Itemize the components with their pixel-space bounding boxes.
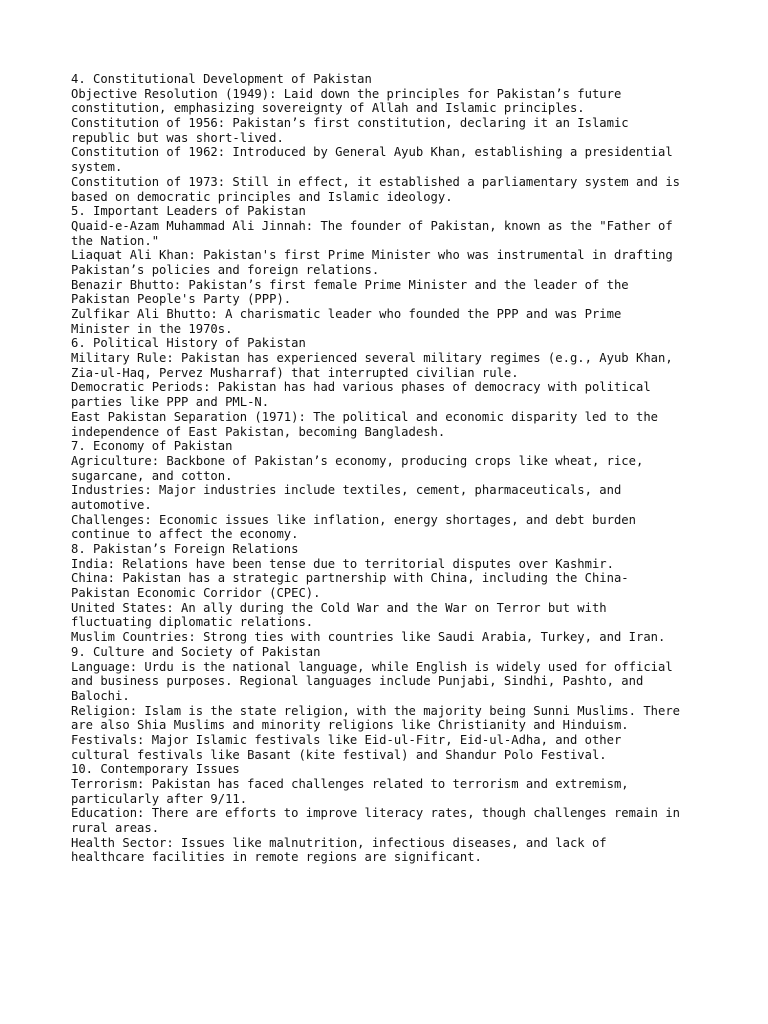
text-line: Education: There are efforts to improve literacy rates, though challenges remain in: [71, 806, 681, 821]
text-line: Terrorism: Pakistan has faced challenges related to terrorism and extremism,: [71, 777, 629, 791]
text-line: Constitution of 1973: Still in effect, it established a parliamentary system and is: [71, 174, 681, 189]
text-line: Challenges: Economic issues like inflation, energy shortages, and debt burden: [71, 512, 636, 527]
text-line: parties like PPP and PML-N.: [71, 395, 270, 410]
text-line: Festivals: Major Islamic festivals like Eid-ul-Fitr, Eid-ul-Adha, and other: [71, 732, 622, 747]
text-line: Pakistan’s policies and foreign relations.: [71, 262, 380, 277]
text-line: healthcare facilities in remote regions are significant.: [71, 850, 482, 865]
section-heading-foreign-relations: 8. Pakistan’s Foreign Relations: [71, 542, 299, 556]
text-line: Industries: Major industries include textiles, cement, pharmaceuticals, and: [71, 483, 622, 498]
text-line: continue to affect the economy.: [71, 527, 299, 542]
text-line: Pakistan People's Party (PPP).: [71, 292, 292, 307]
text-line: cultural festivals like Basant (kite festival) and Shandur Polo Festival.: [71, 747, 607, 762]
text-line: Quaid-e-Azam Muhammad Ali Jinnah: The founder of Pakistan, known as the "Father of: [71, 218, 673, 233]
text-line: India: Relations have been tense due to territorial disputes over Kashmir.: [71, 556, 614, 571]
text-line: fluctuating diplomatic relations.: [71, 615, 314, 630]
text-line: Agriculture: Backbone of Pakistan’s economy, producing crops like wheat, rice,: [71, 453, 644, 468]
text-line: constitution, emphasizing sovereignty of Allah and Islamic principles.: [71, 101, 585, 116]
text-line: Benazir Bhutto: Pakistan’s first female Prime Minister and the leader of the: [71, 277, 629, 292]
text-line: Minister in the 1970s.: [71, 321, 233, 336]
section-heading-contemporary-issues: 10. Contemporary Issues: [71, 762, 240, 777]
text-line: the Nation.": [71, 233, 160, 248]
text-line: based on democratic principles and Islamic ideology.: [71, 189, 453, 204]
text-line: Objective Resolution (1949): Laid down the principles for Pakistan’s future: [71, 86, 622, 101]
text-line: Democratic Periods: Pakistan has had various phases of democracy with political: [71, 380, 651, 395]
text-line: Balochi.: [71, 688, 130, 703]
text-line: particularly after 9/11.: [71, 791, 248, 806]
text-line: Liaquat Ali Khan: Pakistan's first Prime Minister who was instrumental in drafting: [71, 248, 673, 263]
text-line: Military Rule: Pakistan has experienced several military regimes (e.g., Ayub Khan,: [71, 351, 673, 366]
text-line: Health Sector: Issues like malnutrition, infectious diseases, and lack of: [71, 835, 607, 850]
text-line: Zia-ul-Haq, Pervez Musharraf) that interrupted civilian rule.: [71, 365, 519, 380]
section-heading-important-leaders: 5. Important Leaders of Pakistan: [71, 204, 306, 219]
text-line: system.: [71, 160, 123, 175]
text-line: rural areas.: [71, 821, 160, 836]
section-heading-political-history: 6. Political History of Pakistan: [71, 336, 306, 351]
document-page: [71, 72, 711, 865]
section-heading-culture-society: 9. Culture and Society of Pakistan: [71, 644, 321, 659]
text-line: Pakistan Economic Corridor (CPEC).: [71, 586, 321, 601]
section-heading-economy: 7. Economy of Pakistan: [71, 439, 233, 454]
text-line: independence of East Pakistan, becoming Bangladesh.: [71, 424, 446, 439]
text-line: automotive.: [71, 497, 152, 512]
text-line: China: Pakistan has a strategic partnership with China, including the China-: [71, 571, 629, 586]
text-line: sugarcane, and cotton.: [71, 468, 233, 483]
text-line: Constitution of 1956: Pakistan’s first constitution, declaring it an Islamic: [71, 116, 629, 131]
section-heading-constitutional-development: 4. Constitutional Development of Pakistan: [71, 72, 372, 86]
text-line: republic but was short-lived.: [71, 130, 284, 145]
text-line: East Pakistan Separation (1971): The political and economic disparity led to the: [71, 409, 658, 424]
text-line: and business purposes. Regional languages include Punjabi, Sindhi, Pashto, and: [71, 674, 644, 689]
text-line: United States: An ally during the Cold War and the War on Terror but with: [71, 600, 607, 615]
text-line: Muslim Countries: Strong ties with countries like Saudi Arabia, Turkey, and Iran.: [71, 630, 666, 645]
text-line: Constitution of 1962: Introduced by General Ayub Khan, establishing a presidential: [71, 145, 673, 160]
text-line: Zulfikar Ali Bhutto: A charismatic leader who founded the PPP and was Prime: [71, 307, 622, 321]
text-line: are also Shia Muslims and minority religions like Christianity and Hinduism.: [71, 718, 629, 733]
text-line: Religion: Islam is the state religion, with the majority being Sunni Muslims. There: [71, 703, 681, 718]
text-line: Language: Urdu is the national language, while English is widely used for official: [71, 659, 673, 674]
